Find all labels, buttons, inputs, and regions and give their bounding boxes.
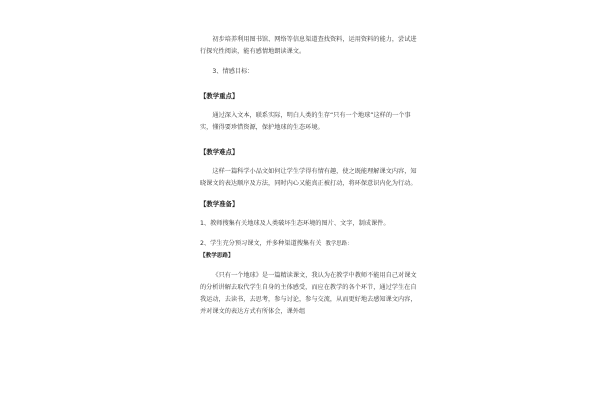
paragraph-teaching-idea: 《只有一个地球》是一篇精读课文，我认为在教学中教师不能用自己对课文的分析讲解去取代学生自身的主体感受，而应在教学的各个环节，通过学生在自我运动，去读书，去思考，参与讨论，参与交流，从而更好地去感知课文内容，并对课文的表达方式有所体会，课外组: [200, 272, 417, 315]
heading-key-points: 【教学重点】: [200, 92, 239, 100]
paragraph-difficulties: 这样一篇科学小品文如何让学生学得有情有趣，使之既能理解课文内容，知晓课文的表达顺序及方法，同时内心又能真正被打动，将环保意识内化为行动。: [200, 168, 417, 187]
heading-difficulties: 【教学难点】: [200, 148, 239, 156]
prep-item-student: [200, 238, 418, 250]
paragraph-key-points: 通过深入文本，联系实际，明白人类的生存“只有一个地球”这样的一个事实，懂得要珍惜资源，保护地球的生态环境。: [200, 112, 411, 131]
document-body: [200, 34, 418, 318]
heading-teaching-idea: 【教学思路】: [200, 253, 234, 259]
inline-note: 教学思路：: [325, 241, 353, 247]
paragraph-ability: 初步培养利用图书馆、网络等信息渠道查找资料，运用资料的能力，尝试进行探究性阅读，能有感情地朗读课文。: [200, 36, 417, 55]
prep-item-student-text: 2、学生充分预习课文，并多种渠道搜集有关: [200, 240, 322, 247]
prep-item-teacher: 1、教师搜集有关地球及人类破坏生态环境的图片、文字，制成课件。: [200, 220, 390, 227]
heading-preparation: 【教学准备】: [200, 200, 239, 208]
goal-emotion: 3、情感目标：: [212, 68, 254, 75]
